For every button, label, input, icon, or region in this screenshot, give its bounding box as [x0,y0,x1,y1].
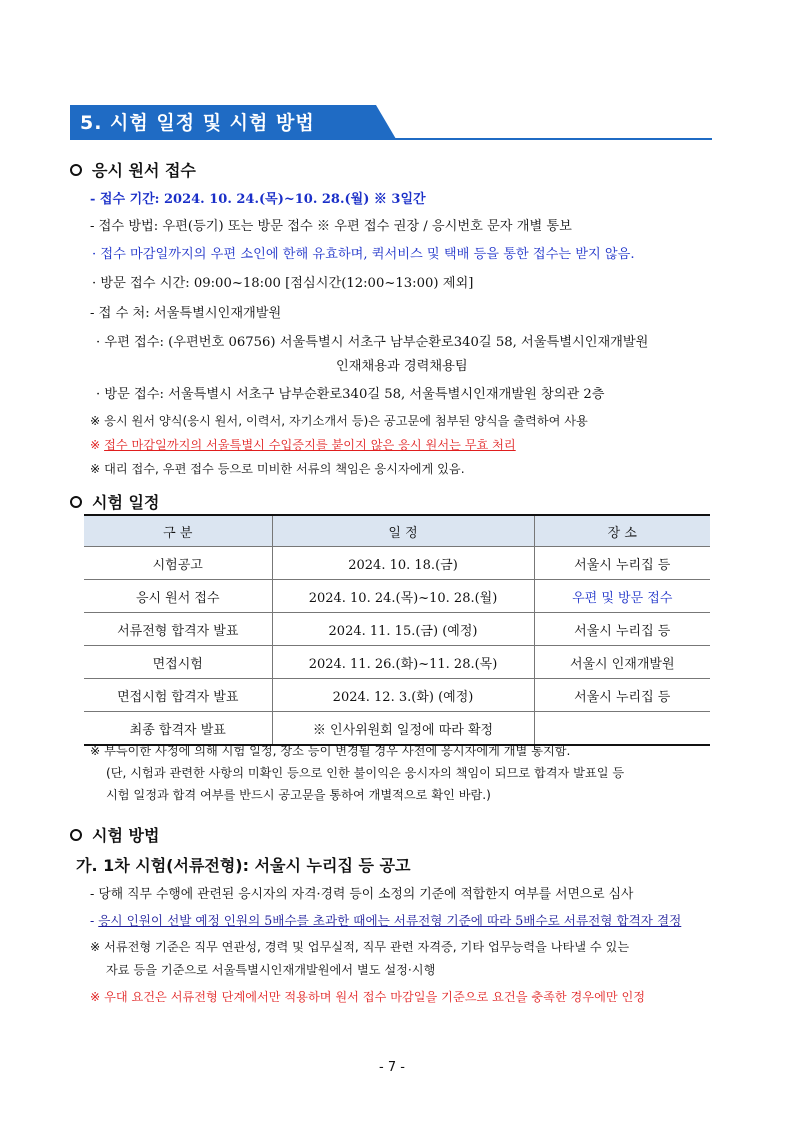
cell-date: 2024. 11. 26.(화)~11. 28.(목) [272,646,534,679]
cell-place: 서울시 인재개발원 [534,646,710,679]
line2-text: 응시 인원이 선발 예정 인원의 5배수를 초과한 때에는 서류전형 기준에 따라 5배수로 서류전형 합격자 결정 [98,913,682,928]
schedule-heading [70,490,159,513]
schedule-note2: (단, 시험과 관련한 사항의 미확인 등으로 인한 불이익은 응시자의 책임이 되므로 합격자 발표일 등 [106,766,625,780]
schedule-note1: ※ 부득이한 사정에 의해 시험 일정, 장소 등이 변경될 경우 사전에 응시자에게 개별 통지함. [90,744,571,758]
header-category: 구 분 [84,515,272,547]
method-note2: ※ 우대 요건은 서류전형 단계에서만 적용하며 원서 접수 마감일을 기준으로 요건을 충족한 경우에만 인정 [90,990,646,1004]
application-note1: ※ 응시 원서 양식(응시 원서, 이력서, 자기소개서 등)은 공고문에 첨부된 양식을 출력하여 사용 [90,414,588,428]
cell-place: 서울시 누리집 등 [534,547,710,580]
table-row [84,712,710,746]
section-title: 5. 시험 일정 및 시험 방법 [80,112,315,134]
table-row [84,547,710,580]
cell-place: 서울시 누리집 등 [534,613,710,646]
header-date: 일 정 [272,515,534,547]
place-label: - 접 수 처: 서울특별시인재개발원 [90,306,282,321]
note2-text: 접수 마감일까지의 서울특별시 수입증지를 붙이지 않은 응시 원서는 무효 처리 [104,438,516,452]
table-row [84,679,710,712]
application-method: - 접수 방법: 우편(등기) 또는 방문 접수 ※ 우편 접수 권장 / 응시번호 문자 개별 통보 [90,219,572,234]
header-place: 장 소 [534,515,710,547]
line2-prefix: - [90,913,99,928]
circle-bullet-icon [70,496,82,508]
note2-mark: ※ [90,438,105,452]
table-header-row [84,515,710,547]
application-period: - 접수 기간: 2024. 10. 24.(목)~10. 28.(월) ※ 3일간 [90,192,426,207]
schedule-heading-text: 시험 일정 [92,493,160,512]
cell-date: 2024. 10. 24.(목)~10. 28.(월) [272,580,534,613]
application-heading-text: 응시 원서 접수 [92,161,196,180]
place-visit: · 방문 접수: 서울특별시 서초구 남부순환로340길 58, 서울특별시인재개발원 창의관 2층 [96,387,605,402]
method-note1b: 자료 등을 기준으로 서울특별시인재개발원에서 별도 설정·시행 [106,963,436,977]
cell-place: 우편 및 방문 접수 [534,580,710,613]
table-row [84,580,710,613]
cell-place: 서울시 누리집 등 [534,679,710,712]
page-number: - 7 - [379,1060,405,1075]
cell-category: 시험공고 [84,547,272,580]
circle-bullet-icon [70,164,82,176]
place-postal-line2: 인재채용과 경력채용팀 [336,359,468,374]
method-heading [70,823,159,846]
banner-underline [70,138,712,140]
method-line2 [90,910,681,929]
cell-date: 2024. 11. 15.(금) (예정) [272,613,534,646]
cell-date: ※ 인사위원회 일정에 따라 확정 [272,712,534,746]
cell-category: 응시 원서 접수 [84,580,272,613]
method-line1: - 당해 직무 수행에 관련된 응시자의 자격·경력 등이 소정의 기준에 적합한지 여부를 서면으로 심사 [90,887,634,902]
cell-category: 서류전형 합격자 발표 [84,613,272,646]
cell-date: 2024. 12. 3.(화) (예정) [272,679,534,712]
application-note2 [90,436,516,453]
cell-category: 면접시험 합격자 발표 [84,679,272,712]
table-row [84,613,710,646]
postal-note: · 접수 마감일까지의 우편 소인에 한해 유효하며, 퀵서비스 및 택배 등을 통한 접수는 받지 않음. [92,247,635,262]
method-note1a: ※ 서류전형 기준은 직무 연관성, 경력 및 업무실적, 직무 관련 자격증, 기타 업무능력을 나타낼 수 있는 [90,940,630,954]
cell-category: 면접시험 [84,646,272,679]
cell-place [534,712,710,746]
visit-time: · 방문 접수 시간: 09:00~18:00 [점심시간(12:00~13:00) 제외] [92,276,474,291]
cell-category: 최종 합격자 발표 [84,712,272,746]
table-row [84,646,710,679]
schedule-note3: 시험 일정과 합격 여부를 반드시 공고문을 통하여 개별적으로 확인 바람.) [106,788,491,802]
method-heading-text: 시험 방법 [92,826,160,845]
application-heading [70,158,196,181]
application-note3: ※ 대리 접수, 우편 접수 등으로 미비한 서류의 책임은 응시자에게 있음. [90,462,465,476]
circle-bullet-icon [70,829,82,841]
method-sub-heading: 가. 1차 시험(서류전형): 서울시 누리집 등 공고 [76,856,411,875]
cell-date: 2024. 10. 18.(금) [272,547,534,580]
place-postal-line1: · 우편 접수: (우편번호 06756) 서울특별시 서초구 남부순환로340길 58, 서울특별시인재개발원 [96,335,649,350]
schedule-table [84,514,710,746]
